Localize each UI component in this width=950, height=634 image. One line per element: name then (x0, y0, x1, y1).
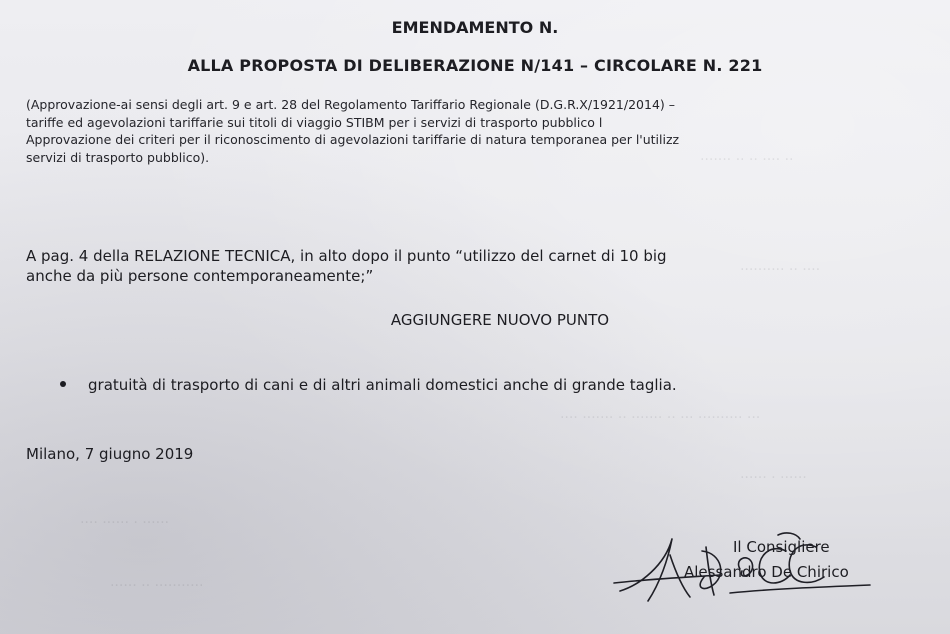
document-title: EMENDAMENTO N. (391, 18, 559, 37)
amendment-body-line: A pag. 4 della RELAZIONE TECNICA, in alto dopo il punto “utilizzo del carnet di 10 big (26, 247, 667, 265)
bleed-through-text: ··········· ·· ······ (110, 578, 204, 594)
bleed-through-text: ··· ·········· ··· ·· ······· ·· ······· ···· (560, 410, 761, 426)
signer-role: Il Consigliere (733, 538, 830, 556)
approval-note (26, 96, 950, 166)
approval-note-line: servizi di trasporto pubblico). (26, 149, 210, 165)
place-date: Milano, 7 giugno 2019 (26, 445, 194, 463)
bleed-through-text: ······ · ······ ···· (80, 515, 170, 531)
bleed-through-text: ······ · ······ (740, 470, 807, 486)
signer-name: Alessandro De Chirico (684, 563, 849, 581)
instruction-heading: AGGIUNGERE NUOVO PUNTO (390, 311, 610, 329)
bullet-icon (60, 381, 66, 387)
approval-note-line: (Approvazione-ai sensi degli art. 9 e art. 28 del Regolamento Tariffario Regionale (D.G.R.X/1921/2014) – (26, 97, 676, 112)
bleed-through-text: ·· ···· ·· ·· ······· (700, 152, 794, 168)
approval-note-line: tariffe ed agevolazioni tariffarie sui titoli di viaggio STIBM per i servizi di trasporto pubblico l (26, 114, 603, 130)
handwritten-signature (610, 525, 890, 615)
amendment-body (26, 246, 950, 286)
approval-note-line: Approvazione dei criteri per il riconoscimento di agevolazioni tariffarie di natura temporanea per l'utilizz (26, 132, 680, 147)
bullet-item (60, 376, 677, 394)
amendment-body-line: anche da più persone contemporaneamente;” (26, 267, 374, 285)
document-subtitle: ALLA PROPOSTA DI DELIBERAZIONE N/141 – CIRCOLARE N. 221 (187, 56, 763, 75)
bleed-through-text: ···· ·· ·········· (740, 262, 821, 278)
bullet-item-text: gratuità di trasporto di cani e di altri animali domestici anche di grande taglia. (88, 376, 677, 394)
